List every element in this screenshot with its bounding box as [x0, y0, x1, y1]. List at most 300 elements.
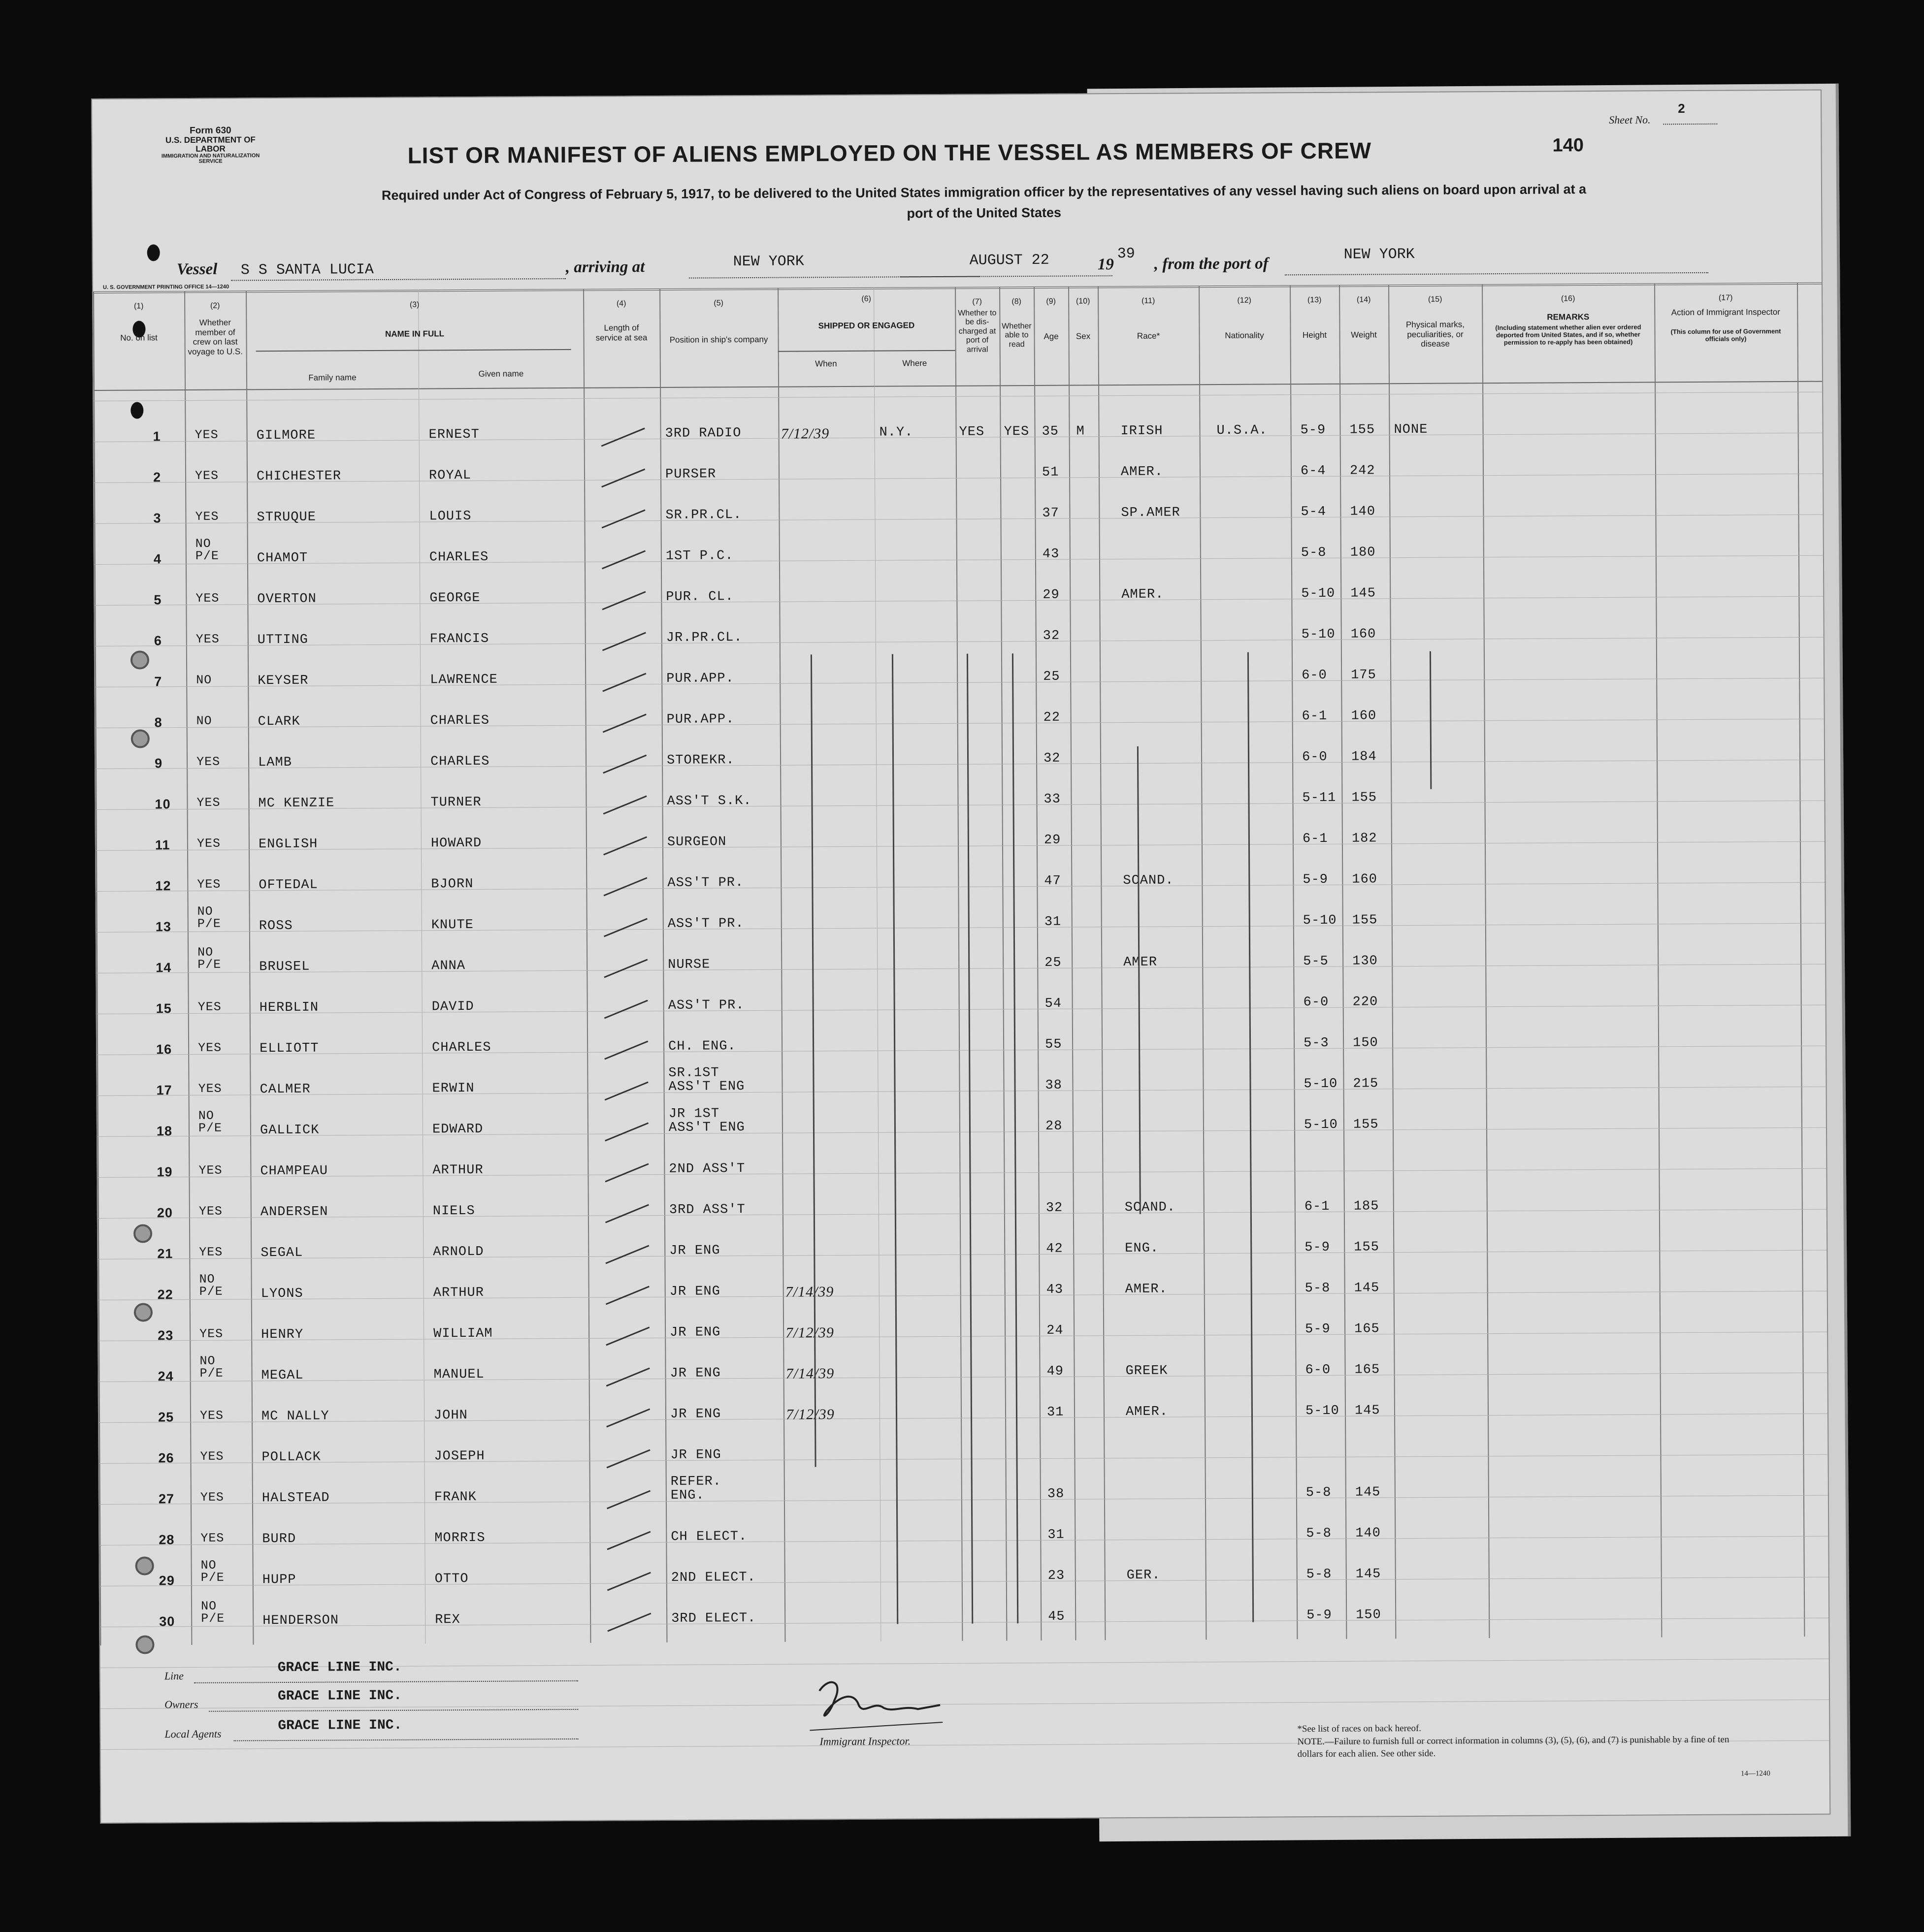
weight-cell: 140 — [1350, 504, 1376, 519]
prior-voyage: YES — [195, 427, 219, 442]
row-number: 19 — [157, 1164, 173, 1180]
service-tick — [604, 1000, 648, 1019]
service-tick — [602, 673, 646, 692]
weight-cell: 220 — [1352, 995, 1378, 1010]
nationality-cell: U.S.A. — [1216, 423, 1268, 439]
service-tick — [605, 1082, 649, 1101]
race-cell: IRISH — [1120, 423, 1163, 439]
line-label: Line — [164, 1670, 184, 1682]
position-cell: SR.1ST ASS'T ENG — [668, 1065, 745, 1095]
family-cell: ELLIOTT — [260, 1041, 319, 1057]
form-number: Form 630 — [190, 125, 231, 136]
race-cell: AMER. — [1121, 587, 1164, 603]
row-number: 15 — [156, 1001, 172, 1016]
vessel-name: S S SANTA LUCIA — [240, 261, 374, 279]
owners-value: GRACE LINE INC. — [277, 1688, 402, 1705]
given-cell: LAWRENCE — [430, 672, 498, 688]
row-number: 13 — [155, 919, 171, 934]
age-cell: 45 — [1048, 1609, 1065, 1624]
weight-cell: 130 — [1352, 954, 1378, 969]
col-4-header: Length of service at sea — [595, 323, 648, 343]
col-7-header: Whether to be dis-charged at port of arrival — [958, 309, 997, 354]
given-cell: GEORGE — [429, 590, 481, 606]
read-cell: YES — [1004, 424, 1030, 440]
row-number: 3 — [153, 511, 162, 526]
service-tick — [605, 1123, 649, 1142]
notes — [1297, 1721, 1740, 1761]
weight-cell: 175 — [1351, 668, 1376, 683]
col-8-number: (8) — [1011, 297, 1022, 306]
family-cell: HUPP — [262, 1572, 296, 1588]
prior-voyage: NO P/E — [197, 945, 222, 972]
height-cell: 5-9 — [1304, 1240, 1330, 1256]
prior-voyage: YES — [198, 1163, 223, 1178]
col-6-number: (6) — [861, 294, 871, 303]
row-number: 22 — [157, 1287, 173, 1302]
prior-voyage: YES — [196, 632, 220, 646]
position-cell: 1ST P.C. — [665, 548, 734, 564]
subtitle-line-1: Required under Act of Congress of February 5, 1917, to be delivered to the United States immigration officer by the representatives of any vessel having such aliens on board upon arrival at a — [381, 182, 1587, 203]
discharged-cell: YES — [959, 424, 985, 440]
position-cell: PURSER — [665, 467, 717, 482]
col-14-number: (14) — [1356, 295, 1371, 304]
row-number: 7 — [154, 674, 163, 689]
weight-cell: 165 — [1354, 1321, 1380, 1337]
position-cell: JR ENG — [670, 1448, 721, 1463]
given-cell: HOWARD — [430, 836, 482, 851]
height-cell: 5-9 — [1306, 1608, 1332, 1623]
agents-underline — [233, 1739, 578, 1741]
row-number: 11 — [155, 837, 170, 853]
family-cell: KEYSER — [258, 673, 309, 689]
prior-voyage: NO P/E — [195, 536, 219, 563]
position-cell: JR.PR.CL. — [666, 630, 743, 645]
form-identifier — [154, 126, 267, 165]
col-11-header: Race* — [1137, 331, 1160, 341]
position-cell: CH ELECT. — [671, 1529, 748, 1545]
col-5-number: (5) — [714, 299, 724, 308]
position-cell: JR ENG — [669, 1243, 720, 1258]
department-name: U.S. DEPARTMENT OF LABOR — [165, 135, 256, 154]
position-cell: 3RD ASS'T — [669, 1202, 746, 1218]
note-races: *See list of races on back hereof. — [1297, 1723, 1422, 1735]
prior-voyage: YES — [198, 1081, 222, 1096]
height-cell: 5-8 — [1304, 1281, 1331, 1296]
family-cell: HENDERSON — [262, 1613, 339, 1629]
printer-note: U. S. GOVERNMENT PRINTING OFFICE 14—1240 — [102, 284, 229, 290]
col-7-number: (7) — [972, 297, 982, 306]
row-number: 26 — [158, 1450, 174, 1466]
prior-voyage: YES — [195, 509, 219, 524]
age-cell: 24 — [1046, 1323, 1064, 1338]
manifest-sheet — [91, 90, 1830, 1824]
from-label: , from the port of — [1154, 255, 1269, 273]
weight-cell: 215 — [1353, 1076, 1379, 1092]
race-cell: SCAND. — [1124, 1200, 1176, 1216]
year-prefix: 19 — [1097, 256, 1114, 274]
family-cell: BRUSEL — [259, 959, 310, 975]
col-10-number: (10) — [1076, 297, 1090, 306]
row-number: 30 — [159, 1614, 175, 1629]
prior-voyage: NO P/E — [200, 1599, 225, 1626]
given-cell: CHARLES — [432, 1040, 491, 1056]
given-cell: ROYAL — [428, 468, 472, 483]
height-cell: 5-10 — [1305, 1403, 1339, 1419]
col-3a-header: Family name — [308, 373, 357, 383]
col-2-number: (2) — [210, 301, 220, 310]
height-cell: 5-10 — [1301, 627, 1336, 643]
weight-cell: 182 — [1351, 831, 1377, 846]
race-cell: SP.AMER — [1121, 505, 1180, 521]
service-tick — [602, 510, 646, 529]
position-cell: ASS'T S.K. — [667, 793, 752, 809]
family-cell: MEGAL — [261, 1368, 304, 1384]
race-cell: AMER. — [1120, 464, 1164, 480]
family-cell: OVERTON — [257, 591, 317, 607]
height-cell: 5-10 — [1301, 586, 1336, 602]
position-cell: JR 1ST ASS'T ENG — [668, 1106, 745, 1136]
height-cell: 6-4 — [1300, 463, 1326, 479]
height-cell: 5-10 — [1303, 913, 1337, 929]
crew-table — [93, 283, 1828, 1645]
weight-cell: 160 — [1352, 872, 1378, 887]
arriving-port: NEW YORK — [733, 253, 804, 271]
prior-voyage: YES — [195, 468, 219, 483]
row-number: 17 — [156, 1083, 172, 1098]
col-14-header: Weight — [1351, 330, 1377, 340]
sheet-number-underline — [1663, 124, 1717, 125]
when-cell: 7/12/39 — [785, 1324, 834, 1341]
family-cell: UTTING — [257, 632, 309, 648]
given-cell: BJORN — [431, 876, 474, 892]
row-number: 8 — [154, 715, 163, 730]
row-number: 16 — [156, 1042, 172, 1057]
given-cell: JOHN — [433, 1408, 468, 1423]
family-cell: SEGAL — [261, 1245, 303, 1261]
race-cell: SCAND. — [1123, 873, 1174, 889]
service-tick — [606, 1409, 650, 1428]
race-cell: GER. — [1126, 1568, 1161, 1583]
vessel-line — [93, 245, 1822, 287]
service-tick — [604, 959, 648, 978]
service-tick — [602, 550, 646, 570]
row-number: 28 — [159, 1532, 175, 1547]
given-cell: OTTO — [434, 1572, 469, 1587]
given-cell: NIELS — [432, 1203, 475, 1219]
age-cell: 43 — [1042, 547, 1060, 562]
prior-voyage: NO — [196, 713, 212, 728]
service-tick — [607, 1449, 651, 1469]
col-17-number: (17) — [1718, 293, 1733, 302]
height-cell: 6-0 — [1303, 995, 1329, 1010]
service-tick — [605, 1163, 649, 1183]
prior-voyage: YES — [197, 877, 221, 892]
col-12-header: Nationality — [1225, 330, 1264, 340]
service-tick — [602, 591, 646, 611]
col-3-header: NAME IN FULL — [385, 329, 445, 339]
position-cell: SURGEON — [667, 835, 727, 850]
col-1-header: No. on list — [120, 333, 158, 343]
given-cell: CHARLES — [429, 549, 489, 565]
age-cell: 31 — [1044, 914, 1062, 930]
age-cell: 47 — [1044, 873, 1061, 889]
given-cell: MORRIS — [434, 1530, 486, 1546]
position-cell: JR ENG — [670, 1407, 721, 1422]
note-penalty: NOTE.—Failure to furnish full or correct information in columns (3), (5), (6), and (7) is punishable by a fine of ten dollars for each alien. See other side. — [1297, 1734, 1729, 1760]
shipped-header-rule — [778, 350, 955, 352]
height-cell: 5-8 — [1301, 545, 1327, 561]
weight-cell: 160 — [1351, 708, 1377, 724]
agents-value: GRACE LINE INC. — [278, 1717, 402, 1734]
given-cell: ANNA — [431, 959, 466, 974]
col-13-number: (13) — [1307, 295, 1322, 305]
col-5-header: Position in ship's company — [669, 334, 768, 345]
vessel-label: Vessel — [176, 260, 218, 279]
row-number: 29 — [159, 1573, 175, 1588]
col-3-number: (3) — [409, 300, 420, 309]
position-cell: JR ENG — [670, 1325, 721, 1340]
position-cell: 3RD ELECT. — [671, 1610, 756, 1626]
service-tick — [603, 837, 647, 856]
position-cell: 3RD RADIO — [665, 426, 742, 441]
prior-voyage: YES — [200, 1531, 225, 1546]
age-cell: 32 — [1043, 628, 1060, 644]
col-4-number: (4) — [616, 299, 626, 308]
inspector-signature — [800, 1671, 948, 1736]
height-cell: 5-10 — [1304, 1076, 1338, 1092]
service-tick — [604, 1041, 648, 1060]
weight-cell: 185 — [1353, 1199, 1379, 1214]
family-cell: LAMB — [258, 755, 292, 771]
given-cell: ERWIN — [432, 1081, 475, 1096]
weight-cell: 145 — [1350, 586, 1376, 601]
given-cell: DAVID — [431, 999, 474, 1015]
col-17-subheader: (This column for use of Government officials only) — [1670, 327, 1781, 343]
sheet-number: 2 — [1678, 101, 1685, 116]
marks-cell: NONE — [1394, 422, 1428, 438]
age-cell: 42 — [1046, 1241, 1063, 1256]
col-8-header: Whether able to read — [1002, 322, 1032, 349]
prior-voyage: YES — [198, 1040, 222, 1055]
given-cell: ARNOLD — [433, 1244, 484, 1260]
weight-cell: 145 — [1354, 1403, 1380, 1418]
family-cell: CALMER — [260, 1082, 311, 1097]
col-16-number: (16) — [1561, 294, 1575, 303]
height-cell: 6-0 — [1302, 749, 1328, 765]
given-cell: EDWARD — [432, 1122, 484, 1137]
height-cell: 5-5 — [1303, 954, 1329, 969]
year-suffix: 39 — [1117, 245, 1135, 263]
row-number: 24 — [158, 1369, 174, 1384]
age-cell: 23 — [1047, 1568, 1065, 1583]
col-1-number: (1) — [133, 302, 144, 311]
family-cell: ANDERSEN — [260, 1204, 328, 1220]
row-number: 4 — [153, 551, 162, 567]
service-tick — [605, 1245, 649, 1264]
subtitle-line-2: port of the United States — [907, 205, 1062, 221]
from-port: NEW YORK — [1343, 246, 1415, 263]
given-cell: KNUTE — [431, 917, 474, 933]
stamp-number: 140 — [1552, 135, 1584, 156]
col-6a-header: When — [815, 359, 837, 369]
col-6b-header: Where — [902, 358, 927, 368]
service-tick — [602, 632, 646, 651]
service-tick — [603, 796, 647, 815]
weight-cell: 155 — [1351, 790, 1377, 805]
col-6-header: SHIPPED OR ENGAGED — [818, 321, 915, 331]
weight-cell: 155 — [1349, 422, 1375, 438]
family-cell: BURD — [262, 1531, 296, 1547]
height-cell: 6-1 — [1302, 708, 1328, 724]
given-cell: REX — [435, 1612, 460, 1628]
age-cell: 51 — [1042, 465, 1059, 480]
family-cell: CLARK — [258, 714, 300, 730]
name-header-rule — [256, 349, 571, 352]
height-cell: 5-10 — [1304, 1117, 1338, 1133]
height-cell: 5-9 — [1305, 1321, 1331, 1337]
col-17-header: Action of Immigrant Inspector — [1671, 307, 1780, 318]
family-cell: HERBLIN — [259, 1000, 319, 1016]
age-cell: 29 — [1043, 587, 1060, 603]
sex-cell: M — [1076, 424, 1085, 439]
age-cell: 49 — [1046, 1364, 1064, 1379]
race-cell: AMER — [1123, 955, 1158, 970]
given-cell: FRANK — [434, 1489, 477, 1505]
prior-voyage: YES — [197, 999, 222, 1014]
row-number: 10 — [155, 797, 171, 812]
service-tick — [607, 1531, 651, 1550]
row-number: 23 — [158, 1328, 174, 1343]
when-cell: 7/14/39 — [785, 1284, 834, 1300]
col-9-header: Age — [1044, 331, 1059, 341]
service-name: IMMIGRATION AND NATURALIZATION SERVICE — [161, 152, 260, 165]
age-cell: 25 — [1044, 955, 1062, 970]
position-cell: 2ND ELECT. — [671, 1570, 756, 1585]
col-11-number: (11) — [1141, 296, 1155, 305]
family-cell: CHICHESTER — [256, 469, 342, 484]
col-13-header: Height — [1302, 330, 1327, 340]
col-15-number: (15) — [1428, 295, 1442, 304]
service-tick — [607, 1572, 651, 1591]
height-cell: 5-4 — [1301, 504, 1327, 520]
weight-cell: 155 — [1354, 1240, 1379, 1255]
position-cell: JR ENG — [670, 1366, 721, 1381]
arrival-date: AUGUST 22 — [969, 252, 1049, 269]
row-number: 1 — [153, 429, 161, 444]
weight-cell: 242 — [1349, 463, 1375, 479]
weight-cell: 184 — [1351, 749, 1377, 765]
position-cell: REFER. ENG. — [670, 1474, 722, 1504]
sheet-label: Sheet No. — [1609, 113, 1651, 126]
prior-voyage: YES — [199, 1326, 224, 1341]
given-cell: ARTHUR — [432, 1162, 484, 1178]
age-cell: 25 — [1043, 669, 1060, 684]
table-row — [100, 1601, 1804, 1650]
age-cell: 33 — [1044, 792, 1061, 807]
row-number: 12 — [155, 878, 171, 894]
height-cell: 6-1 — [1304, 1199, 1330, 1215]
position-cell: PUR. CL. — [666, 589, 734, 605]
when-cell: 7/12/39 — [781, 425, 830, 442]
row-number: 6 — [154, 633, 162, 648]
weight-cell: 155 — [1352, 913, 1378, 928]
position-cell: CH. ENG. — [668, 1039, 736, 1054]
age-cell: 35 — [1042, 424, 1059, 439]
age-cell: 43 — [1046, 1282, 1064, 1297]
given-cell: CHARLES — [430, 754, 490, 770]
age-cell: 32 — [1043, 751, 1061, 766]
prior-voyage: YES — [196, 754, 221, 769]
prior-voyage: NO — [196, 673, 212, 687]
col-9-number: (9) — [1046, 297, 1056, 306]
age-cell: 38 — [1045, 1078, 1063, 1093]
service-tick — [603, 755, 647, 774]
position-cell: ASS'T PR. — [668, 998, 745, 1013]
position-cell: PUR.APP. — [666, 712, 735, 727]
age-cell: 38 — [1047, 1486, 1065, 1502]
family-cell: OFTEDAL — [259, 877, 318, 893]
owners-underline — [209, 1709, 578, 1712]
when-cell: 7/12/39 — [785, 1406, 835, 1423]
age-cell: 55 — [1045, 1037, 1062, 1052]
weight-cell: 150 — [1356, 1608, 1381, 1623]
family-cell: STRUQUE — [257, 510, 316, 525]
service-tick — [607, 1613, 651, 1632]
col-12-number: (12) — [1237, 296, 1251, 305]
prior-voyage: NO P/E — [197, 904, 221, 931]
row-number: 27 — [158, 1491, 175, 1507]
height-cell: 5-8 — [1305, 1485, 1332, 1501]
height-cell: 6-0 — [1302, 668, 1327, 683]
race-cell: AMER. — [1125, 1282, 1168, 1297]
prior-voyage: NO P/E — [199, 1272, 223, 1299]
position-cell: SR.PR.CL. — [665, 508, 742, 523]
family-cell: LYONS — [261, 1286, 303, 1302]
prior-voyage: YES — [196, 591, 220, 606]
row-number: 25 — [158, 1410, 174, 1425]
row-number: 21 — [157, 1246, 173, 1261]
race-cell: GREEK — [1125, 1363, 1168, 1379]
prior-voyage: YES — [200, 1449, 224, 1464]
position-cell: ASS'T PR. — [667, 875, 744, 891]
owners-label: Owners — [164, 1698, 198, 1711]
age-cell: 29 — [1044, 833, 1061, 848]
race-cell: ENG. — [1125, 1241, 1159, 1256]
where-cell: N.Y. — [879, 425, 913, 440]
row-number: 9 — [154, 756, 163, 771]
weight-cell: 155 — [1353, 1117, 1379, 1132]
agents-label: Local Agents — [164, 1727, 222, 1740]
row-number: 18 — [156, 1124, 173, 1139]
weight-cell: 145 — [1355, 1485, 1381, 1500]
position-cell: NURSE — [668, 957, 711, 972]
age-cell: 37 — [1042, 506, 1059, 521]
when-cell: 7/14/39 — [785, 1365, 835, 1382]
position-cell: JR ENG — [669, 1284, 721, 1299]
family-cell: ROSS — [259, 918, 293, 934]
form-code: 14—1240 — [1740, 1770, 1770, 1778]
family-cell: CHAMOT — [257, 550, 308, 566]
col-15-header: Physical marks, peculiarities, or disease — [1405, 320, 1465, 349]
family-cell: GILMORE — [256, 428, 316, 444]
prior-voyage: NO P/E — [199, 1353, 224, 1381]
prior-voyage: YES — [196, 836, 221, 851]
service-tick — [601, 469, 645, 488]
age-cell: 32 — [1045, 1200, 1063, 1216]
prior-voyage: YES — [199, 1408, 224, 1423]
weight-cell: 145 — [1355, 1567, 1381, 1582]
row-rule — [94, 392, 1822, 401]
